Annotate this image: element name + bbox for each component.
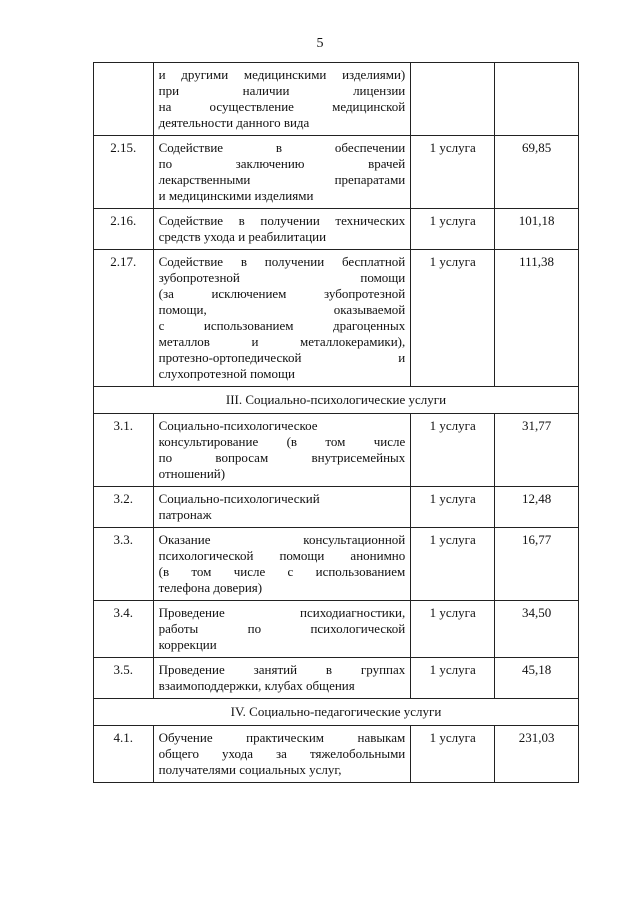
service-name-line: деятельности данного вида xyxy=(158,115,310,130)
service-unit: 1 услуга xyxy=(411,250,495,387)
section-title: IV. Социально-педагогические услуги xyxy=(94,699,579,726)
service-unit: 1 услуга xyxy=(411,601,495,658)
service-unit: 1 услуга xyxy=(411,658,495,699)
service-price: 31,77 xyxy=(495,414,579,487)
service-name-line: общего ухода за тяжелобольными xyxy=(158,746,406,761)
service-name-line: при наличии лицензии xyxy=(158,83,406,98)
service-name-line: отношений) xyxy=(158,466,226,481)
service-name-line: телефона доверия) xyxy=(158,580,263,595)
service-unit: 1 услуга xyxy=(411,487,495,528)
service-name-line: Проведение психодиагностики, xyxy=(158,605,406,620)
service-name-line: металлов и металлокерамики), xyxy=(158,334,406,349)
service-name-line: Социально-психологическое xyxy=(158,418,318,433)
service-price: 101,18 xyxy=(495,209,579,250)
table-row xyxy=(94,726,579,783)
service-name xyxy=(153,487,411,528)
service-name-line: помощи, оказываемой xyxy=(158,302,406,317)
service-name xyxy=(153,136,411,209)
service-name-line: по заключению врачей xyxy=(158,156,406,171)
service-name-line: патронаж xyxy=(158,507,212,522)
service-name-line: зубопротезной помощи xyxy=(158,270,406,285)
table-row xyxy=(94,209,579,250)
table-row xyxy=(94,136,579,209)
service-name-line: слухопротезной помощи xyxy=(158,366,295,381)
table-row xyxy=(94,487,579,528)
page-number: 5 xyxy=(316,36,324,51)
service-name-line: Проведение занятий в группах xyxy=(158,662,406,677)
service-name-line: на осуществление медицинской xyxy=(158,99,406,114)
service-unit: 1 услуга xyxy=(411,209,495,250)
service-name-line: психологической помощи анонимно xyxy=(158,548,406,563)
table-row xyxy=(94,250,579,387)
service-name xyxy=(153,601,411,658)
service-number: 2.17. xyxy=(94,250,154,387)
service-number: 4.1. xyxy=(94,726,154,783)
service-name-line: с использованием драгоценных xyxy=(158,318,406,333)
service-price: 16,77 xyxy=(495,528,579,601)
service-name-line: (за исключением зубопротезной xyxy=(158,286,406,301)
table-row xyxy=(94,414,579,487)
service-price: 34,50 xyxy=(495,601,579,658)
service-number: 2.16. xyxy=(94,209,154,250)
service-name xyxy=(153,528,411,601)
service-name-line: работы по психологической xyxy=(158,621,406,636)
service-name xyxy=(153,250,411,387)
service-price: 69,85 xyxy=(495,136,579,209)
service-name xyxy=(153,414,411,487)
service-price xyxy=(495,63,579,136)
service-name-line: лекарственными препаратами xyxy=(158,172,406,187)
service-name xyxy=(153,209,411,250)
section-title: III. Социально-психологические услуги xyxy=(94,387,579,414)
service-name-line: консультирование (в том числе xyxy=(158,434,406,449)
service-name xyxy=(153,63,411,136)
service-name-line: и другими медицинскими изделиями) xyxy=(158,67,406,82)
service-name-line: Содействие в получении бесплатной xyxy=(158,254,406,269)
table-row xyxy=(94,601,579,658)
service-price: 45,18 xyxy=(495,658,579,699)
service-name-line: протезно-ортопедической и xyxy=(158,350,406,365)
service-unit: 1 услуга xyxy=(411,414,495,487)
service-name-line: и медицинскими изделиями xyxy=(158,188,314,203)
table-body xyxy=(94,63,579,783)
service-unit xyxy=(411,63,495,136)
service-price: 231,03 xyxy=(495,726,579,783)
service-name-line: средств ухода и реабилитации xyxy=(158,229,327,244)
service-number: 3.2. xyxy=(94,487,154,528)
service-name-line: коррекции xyxy=(158,637,217,652)
service-name-line: (в том числе с использованием xyxy=(158,564,406,579)
service-number: 3.1. xyxy=(94,414,154,487)
service-number: 3.5. xyxy=(94,658,154,699)
service-name-line: Оказание консультационной xyxy=(158,532,406,547)
service-number: 3.3. xyxy=(94,528,154,601)
service-name xyxy=(153,726,411,783)
service-number: 2.15. xyxy=(94,136,154,209)
service-name-line: Социально-психологический xyxy=(158,491,320,506)
service-name-line: Обучение практическим навыкам xyxy=(158,730,406,745)
table-row xyxy=(94,658,579,699)
service-name-line: Содействие в получении технических xyxy=(158,213,406,228)
section-header-row xyxy=(94,699,579,726)
service-number xyxy=(94,63,154,136)
table-row xyxy=(94,528,579,601)
service-unit: 1 услуга xyxy=(411,726,495,783)
service-unit: 1 услуга xyxy=(411,136,495,209)
service-number: 3.4. xyxy=(94,601,154,658)
section-header-row xyxy=(94,387,579,414)
service-price: 12,48 xyxy=(495,487,579,528)
service-name-line: по вопросам внутрисемейных xyxy=(158,450,406,465)
service-name-line: взаимоподдержки, клубах общения xyxy=(158,678,355,693)
table-row xyxy=(94,63,579,136)
service-unit: 1 услуга xyxy=(411,528,495,601)
services-price-table xyxy=(93,62,579,783)
service-name-line: получателями социальных услуг, xyxy=(158,762,342,777)
service-name xyxy=(153,658,411,699)
service-price: 111,38 xyxy=(495,250,579,387)
service-name-line: Содействие в обеспечении xyxy=(158,140,406,155)
